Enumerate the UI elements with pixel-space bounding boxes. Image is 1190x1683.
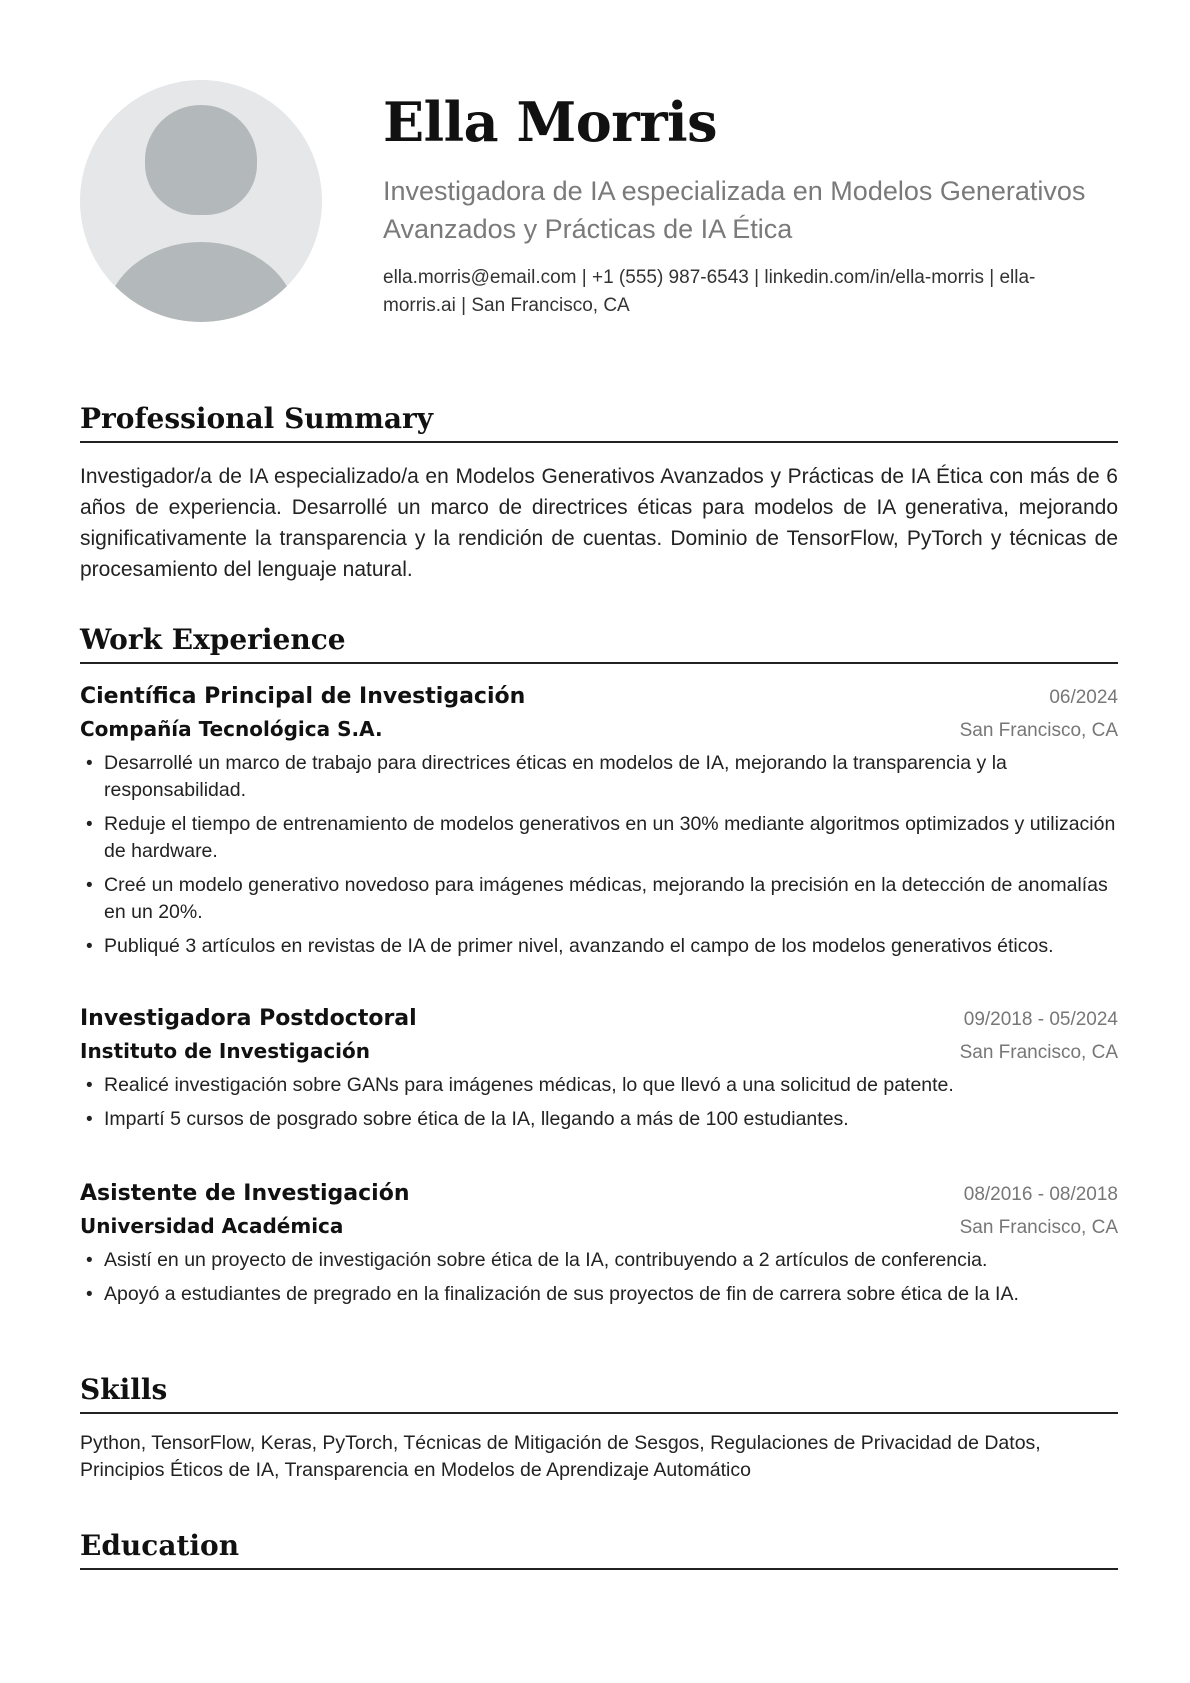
job-bullet: • Apoyó a estudiantes de pregrado en la finalización de sus proyectos de fin de carrera sobre ética de la IA.	[80, 1281, 1118, 1308]
avatar-placeholder-icon	[80, 80, 322, 322]
job-bullets	[80, 1072, 1118, 1133]
avatar-body-shape	[105, 242, 297, 322]
job-company: Instituto de Investigación	[80, 1039, 371, 1063]
candidate-name: Ella Morris	[383, 90, 718, 154]
job-bullet: • Creé un modelo generativo novedoso para imágenes médicas, mejorando la precisión en la detección de anomalías en un 20%.	[80, 872, 1118, 926]
contact-info: ella.morris@email.com | +1 (555) 987-6543 | linkedin.com/in/ella-morris | ella-morris.ai | San Francisco, CA	[383, 267, 1036, 316]
job-date: 08/2016 - 08/2018	[963, 1184, 1118, 1205]
resume-header	[0, 0, 1190, 360]
summary-section	[80, 402, 1118, 585]
job-title: Investigadora Postdoctoral	[80, 1006, 417, 1031]
job-date: 06/2024	[1049, 687, 1118, 708]
job-bullet: • Realicé investigación sobre GANs para imágenes médicas, lo que llevó a una solicitud de patente.	[80, 1072, 1118, 1099]
job-entry	[80, 1006, 1118, 1140]
job-location: San Francisco, CA	[959, 1042, 1118, 1063]
job-location: San Francisco, CA	[959, 720, 1118, 741]
job-location: San Francisco, CA	[959, 1217, 1118, 1238]
job-bullet: • Publiqué 3 artículos en revistas de IA de primer nivel, avanzando el campo de los modelos generativos éticos.	[80, 933, 1118, 960]
job-company: Universidad Académica	[80, 1214, 344, 1238]
section-title: Work Experience	[80, 623, 1118, 664]
job-title: Científica Principal de Investigación	[80, 684, 526, 709]
section-title: Professional Summary	[80, 402, 1118, 443]
avatar-head-shape	[145, 105, 257, 215]
job-company: Compañía Tecnológica S.A.	[80, 717, 383, 741]
job-entry	[80, 684, 1118, 967]
skills-section	[80, 1373, 1118, 1484]
job-entry	[80, 1181, 1118, 1315]
job-date: 09/2018 - 05/2024	[963, 1009, 1118, 1030]
job-bullet: • Reduje el tiempo de entrenamiento de modelos generativos en un 30% mediante algoritmos optimizados y utilización de hardware.	[80, 811, 1118, 865]
section-title: Education	[80, 1529, 1118, 1570]
job-bullet: • Desarrollé un marco de trabajo para directrices éticas en modelos de IA, mejorando la transparencia y la responsabilidad.	[80, 750, 1118, 804]
job-bullet: • Impartí 5 cursos de posgrado sobre ética de la IA, llegando a más de 100 estudiantes.	[80, 1106, 1118, 1133]
job-bullets	[80, 750, 1118, 960]
education-section	[80, 1529, 1118, 1570]
summary-text: Investigador/a de IA especializado/a en Modelos Generativos Avanzados y Prácticas de IA Ética con más de 6 años de experiencia. Desarrollé un marco de directrices éticas para modelos de IA generativa, mejorando significativamente la transparencia y la rendición de cuentas. Dominio de TensorFlow, PyTorch y técnicas de procesamiento del lenguaje natural.	[80, 465, 1118, 581]
job-bullets	[80, 1247, 1118, 1308]
job-title: Asistente de Investigación	[80, 1181, 410, 1206]
skills-text: Python, TensorFlow, Keras, PyTorch, Técnicas de Mitigación de Sesgos, Regulaciones de Privacidad de Datos, Principios Éticos de IA, Transparencia en Modelos de Aprendizaje Automático	[80, 1432, 1041, 1481]
section-title: Skills	[80, 1373, 1118, 1414]
candidate-tagline: Investigadora de IA especializada en Modelos Generativos Avanzados y Prácticas de IA Ética	[383, 176, 1086, 244]
job-bullet: • Asistí en un proyecto de investigación sobre ética de la IA, contribuyendo a 2 artículos de conferencia.	[80, 1247, 1118, 1274]
experience-section	[80, 623, 1118, 664]
